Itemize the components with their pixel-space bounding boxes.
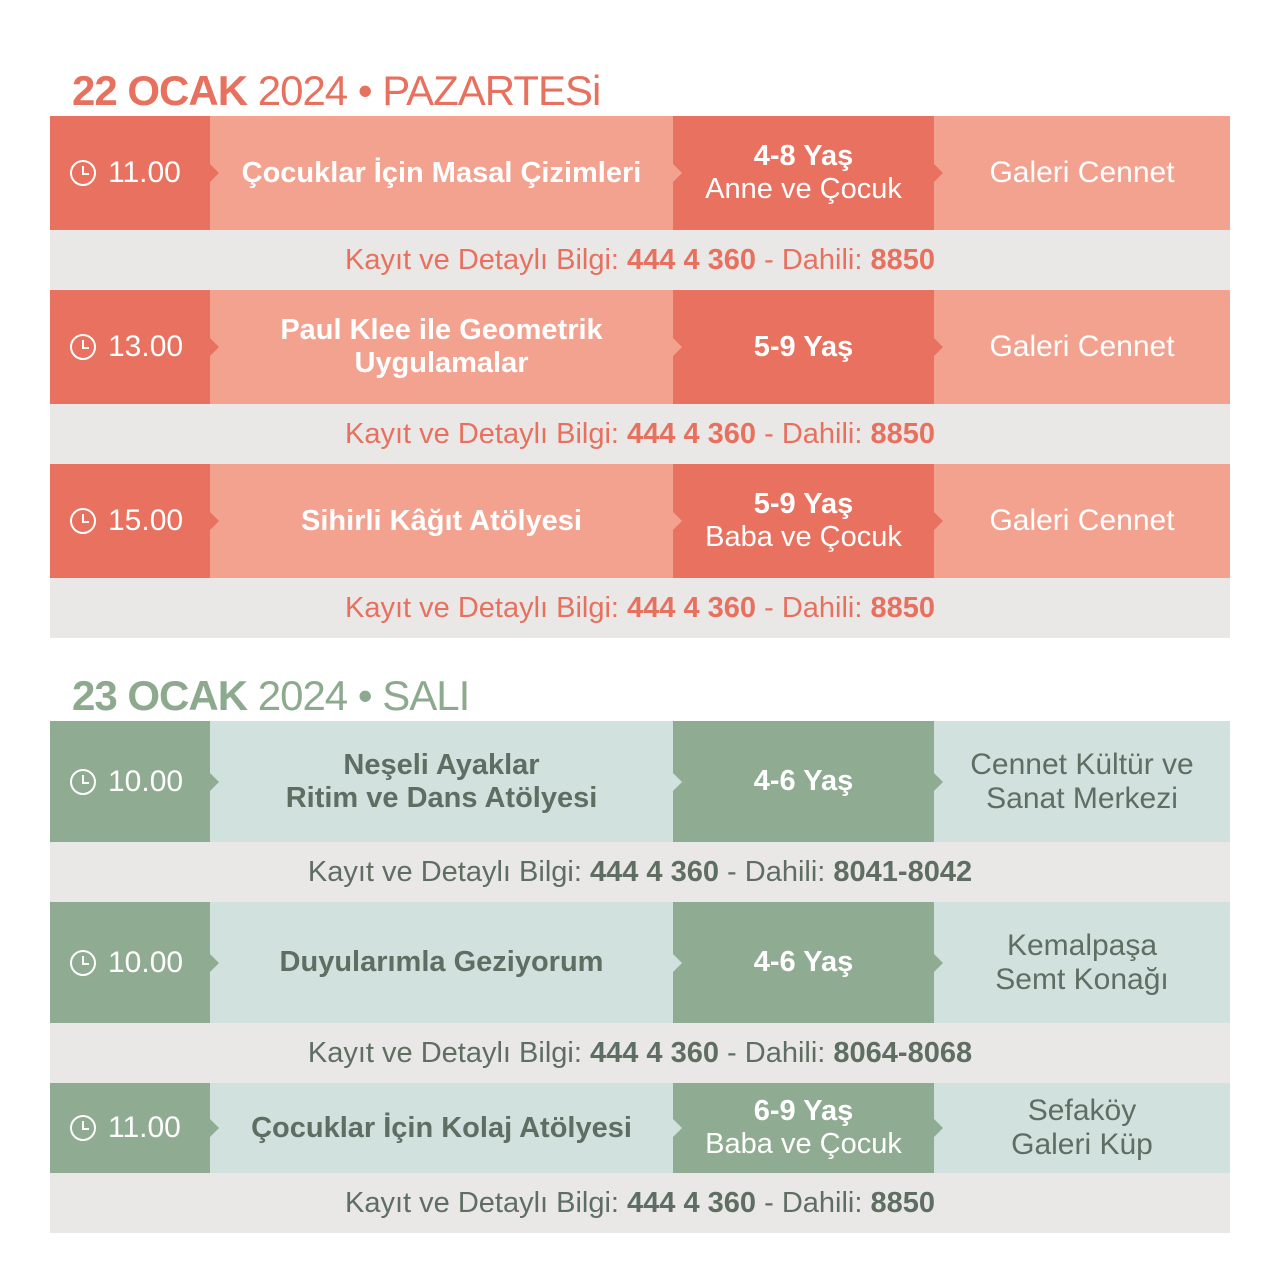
event-place: Galeri Cennet: [934, 290, 1230, 404]
day-heading: 22 OCAK 2024 • PAZARTESi: [72, 67, 601, 114]
event-place: Galeri Cennet: [934, 464, 1230, 578]
event-time: 10.00: [50, 902, 210, 1023]
info-bar: Kayıt ve Detaylı Bilgi: 444 4 360 - Dahili: 8850: [50, 578, 1230, 638]
event-age: 4-8 Yaş Anne ve Çocuk: [673, 116, 934, 230]
event-time: 10.00: [50, 721, 210, 842]
event-row: [50, 721, 1230, 842]
event-title: Çocuklar İçin Masal Çizimleri: [210, 116, 673, 230]
event-title: Paul Klee ile Geometrik Uygulamalar: [210, 290, 673, 404]
info-bar: Kayıt ve Detaylı Bilgi: 444 4 360 - Dahili: 8850: [50, 1173, 1230, 1233]
chevron-right-icon: [934, 338, 943, 356]
info-bar: Kayıt ve Detaylı Bilgi: 444 4 360 - Dahili: 8064-8068: [50, 1023, 1230, 1083]
chevron-right-icon: [934, 164, 943, 182]
event-title: Sihirli Kâğıt Atölyesi: [210, 464, 673, 578]
chevron-right-icon: [673, 338, 682, 356]
chevron-right-icon: [673, 1119, 682, 1137]
clock-icon: [70, 950, 96, 976]
event-age: 5-9 Yaş Baba ve Çocuk: [673, 464, 934, 578]
event-place: Sefaköy Galeri Küp: [934, 1083, 1230, 1173]
chevron-right-icon: [934, 512, 943, 530]
event-row: [50, 116, 1230, 230]
chevron-right-icon: [210, 512, 219, 530]
info-bar: Kayıt ve Detaylı Bilgi: 444 4 360 - Dahili: 8850: [50, 404, 1230, 464]
clock-icon: [70, 769, 96, 795]
event-row: [50, 1083, 1230, 1173]
chevron-right-icon: [934, 773, 943, 791]
event-time: 11.00: [50, 116, 210, 230]
event-place: Galeri Cennet: [934, 116, 1230, 230]
chevron-right-icon: [673, 773, 682, 791]
event-title: Duyularımla Geziyorum: [210, 902, 673, 1023]
event-place: Kemalpaşa Semt Konağı: [934, 902, 1230, 1023]
event-title: Çocuklar İçin Kolaj Atölyesi: [210, 1083, 673, 1173]
event-row: [50, 290, 1230, 404]
event-place: Cennet Kültür ve Sanat Merkezi: [934, 721, 1230, 842]
event-age: 4-6 Yaş: [673, 902, 934, 1023]
chevron-right-icon: [210, 164, 219, 182]
event-age: 6-9 Yaş Baba ve Çocuk: [673, 1083, 934, 1173]
event-row: [50, 902, 1230, 1023]
event-time: 15.00: [50, 464, 210, 578]
clock-icon: [70, 160, 96, 186]
chevron-right-icon: [934, 1119, 943, 1137]
chevron-right-icon: [673, 954, 682, 972]
chevron-right-icon: [934, 954, 943, 972]
chevron-right-icon: [210, 773, 219, 791]
day-heading: 23 OCAK 2024 • SALI: [72, 672, 470, 719]
event-title: Neşeli Ayaklar Ritim ve Dans Atölyesi: [210, 721, 673, 842]
event-time: 11.00: [50, 1083, 210, 1173]
info-bar: Kayıt ve Detaylı Bilgi: 444 4 360 - Dahili: 8041-8042: [50, 842, 1230, 902]
event-age: 4-6 Yaş: [673, 721, 934, 842]
info-bar: Kayıt ve Detaylı Bilgi: 444 4 360 - Dahili: 8850: [50, 230, 1230, 290]
event-row: [50, 464, 1230, 578]
clock-icon: [70, 508, 96, 534]
clock-icon: [70, 334, 96, 360]
chevron-right-icon: [673, 164, 682, 182]
event-age: 5-9 Yaş: [673, 290, 934, 404]
chevron-right-icon: [210, 338, 219, 356]
chevron-right-icon: [673, 512, 682, 530]
clock-icon: [70, 1115, 96, 1141]
event-time: 13.00: [50, 290, 210, 404]
chevron-right-icon: [210, 1119, 219, 1137]
chevron-right-icon: [210, 954, 219, 972]
